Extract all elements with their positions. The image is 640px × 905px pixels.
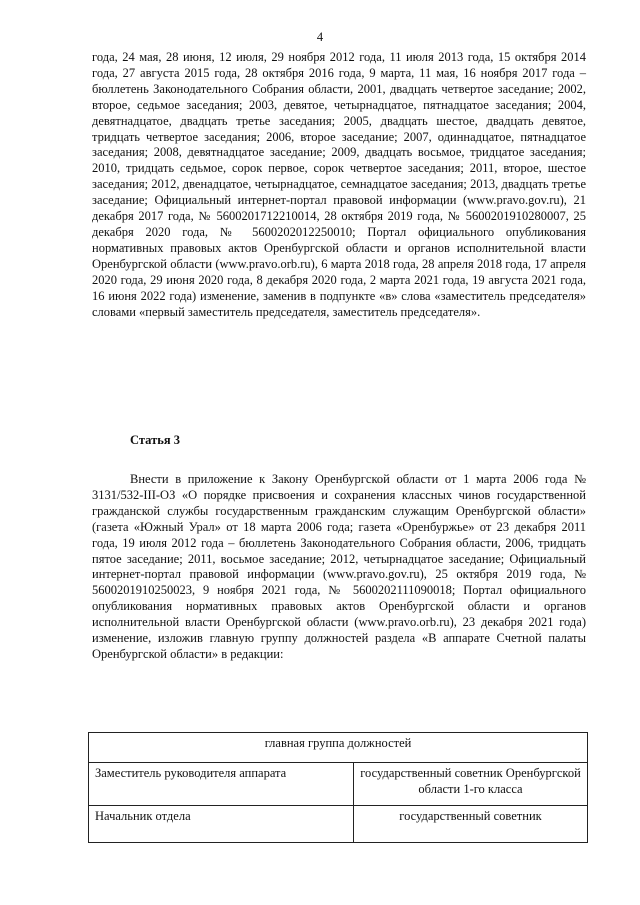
positions-table [88, 732, 588, 843]
position-cell: Заместитель руководителя аппарата [89, 763, 354, 806]
group-header-cell: главная группа должностей [89, 733, 588, 763]
table-row [89, 763, 588, 806]
page-number: 4 [316, 30, 324, 44]
continued-paragraph: года, 24 мая, 28 июня, 12 июля, 29 ноября 2012 года, 11 июля 2013 года, 15 октября 2014 года, 27 августа 2015 года, 28 октября 2016 года, 9 марта, 11 мая, 16 ноября 2017 года – бюллетень Законодательного Собрания области, 2001, двадцать четвертое заседание; 2002, второе, седьмое заседания; 2003, девятое, четырнадцатое, пятнадцатое заседания; 2004, девятнадцатое, двадцать третье заседания; 2005, двадцать шестое, двадцать девятое, тридцать четвертое заседания; 2006, второе заседание; 2007, одиннадцатое, пятнадцатое заседания; 2008, девятнадцатое заседание; 2009, двадцать восьмое, тридцатое заседания; 2010, тридцать седьмое, сорок первое, сорок четвертое заседания; 2011, второе, шестое заседания; 2012, двенадцатое, четырнадцатое, семнадцатое заседания; 2013, двадцать третье заседание; Официальный интернет-портал правовой информации (www.pravo.gov.ru), 21 декабря 2017 года, № 5600201712210014, 28 октября 2019 года, № 5600201910280007, 25 декабря 2020 года, № 5600202012250010; Портал официального опубликования нормативных правовых актов Оренбургской области и органов исполнительной власти Оренбургской области (www.pravo.orb.ru), 6 марта 2018 года, 28 апреля 2018 года, 17 апреля 2020 года, 29 июня 2020 года, 8 декабря 2020 года, 2 марта 2021 года, 19 августа 2021 года, 16 июня 2022 года) изменение, заменив в подпункте «в» слова «заместитель председателя» словами «первый заместитель председателя, заместитель председателя». [92, 50, 586, 319]
table-header-row [89, 733, 588, 763]
position-cell: Начальник отдела [89, 806, 354, 843]
rank-cell: государственный советник Оренбургской области 1-го класса [354, 763, 588, 806]
article-paragraph: Внести в приложение к Закону Оренбургской области от 1 марта 2006 года № 3131/532-III-ОЗ «О порядке присвоения и сохранения классных чинов государственной гражданской службы государственным гражданским служащим Оренбургской области» (газета «Южный Урал» от 18 марта 2006 года; газета «Оренбуржье» от 23 декабря 2011 года, 19 июля 2012 года – бюллетень Законодательного Собрания области, 2006, тридцать пятое заседание; 2011, восьмое заседание; 2012, четырнадцатое заседание; Официальный интернет-портал правовой информации (www.pravo.gov.ru), 25 октября 2019 года, № 5600201910250023, 9 ноября 2021 года, № 5600202111090018; Портал официального опубликования нормативных правовых актов Оренбургской области и органов исполнительной власти Оренбургской области (www.pravo.orb.ru), 23 декабря 2021 года) изменение, изложив главную группу должностей раздела «В аппарате Счетной палаты Оренбургской области» в редакции: [92, 472, 586, 661]
table-row [89, 806, 588, 843]
rank-cell: государственный советник [354, 806, 588, 843]
article-heading: Статья 3 [130, 433, 180, 447]
